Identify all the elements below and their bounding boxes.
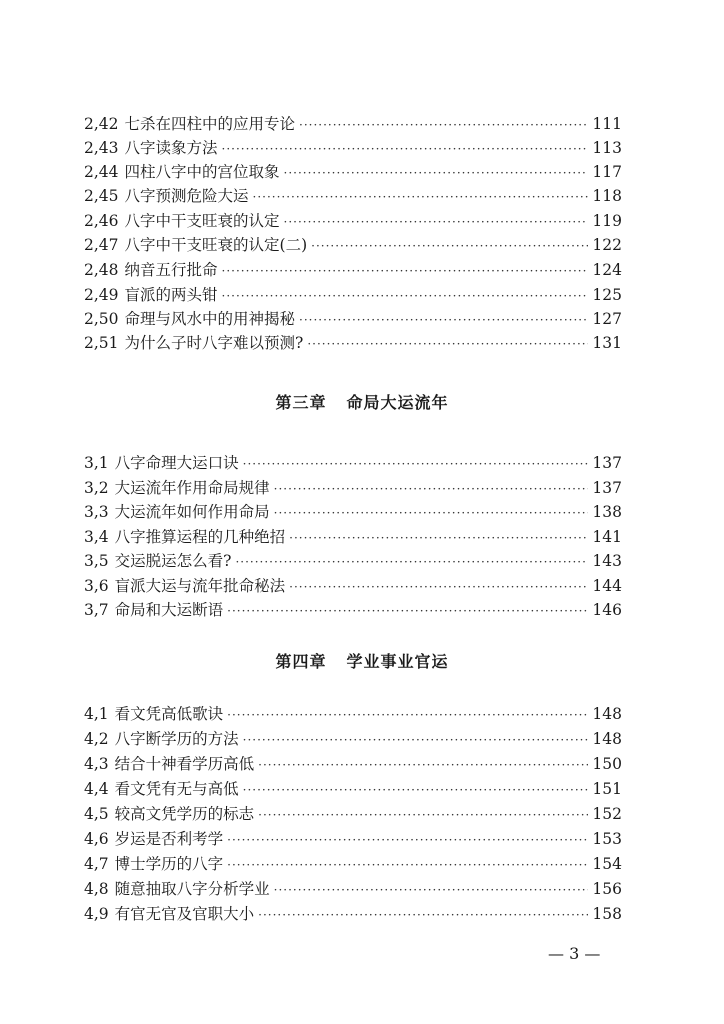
leader-dots xyxy=(227,831,588,849)
entry-title: 纳音五行批命 xyxy=(124,261,218,279)
entry-page: 125 xyxy=(592,286,622,304)
toc-entry-3-6[interactable] xyxy=(84,572,622,596)
entry-page: 152 xyxy=(592,805,622,823)
entry-page: 119 xyxy=(592,212,622,230)
entry-number: 2,47 xyxy=(84,236,119,254)
entry-title: 有官无官及官职大小 xyxy=(114,905,255,923)
entry-page: 141 xyxy=(592,528,622,546)
leader-dots xyxy=(299,116,588,134)
entry-page: 124 xyxy=(592,261,622,279)
page-number: — 3 — xyxy=(548,944,601,963)
entry-page: 127 xyxy=(592,310,622,328)
toc-entry-3-7[interactable] xyxy=(84,596,622,620)
chapter-title: 学业事业官运 xyxy=(346,652,449,671)
entry-number: 2,51 xyxy=(84,334,119,352)
entry-title: 七杀在四柱中的应用专论 xyxy=(124,115,296,133)
leader-dots xyxy=(227,856,588,874)
toc-entry-4-3[interactable] xyxy=(84,750,622,774)
entry-title: 八字预测危险大运 xyxy=(124,187,249,205)
entry-number: 3,2 xyxy=(84,479,109,497)
leader-dots xyxy=(274,881,589,899)
leader-dots xyxy=(243,731,589,749)
leader-dots xyxy=(307,335,588,353)
leader-dots xyxy=(227,602,588,620)
toc-entry-4-6[interactable] xyxy=(84,825,622,849)
leader-dots xyxy=(258,756,588,774)
toc-entry-3-1[interactable] xyxy=(84,449,622,473)
entry-page: 131 xyxy=(592,334,622,352)
toc-entry-2-42[interactable] xyxy=(84,110,622,134)
entry-title: 结合十神看学历高低 xyxy=(114,755,255,773)
toc-entry-2-49[interactable] xyxy=(84,281,622,305)
entry-title: 八字断学历的方法 xyxy=(114,730,239,748)
leader-dots xyxy=(284,164,589,182)
toc-entry-2-45[interactable] xyxy=(84,182,622,206)
entry-title: 命局和大运断语 xyxy=(114,601,224,619)
chapter-heading-3[interactable] xyxy=(0,390,724,413)
toc-entry-4-9[interactable] xyxy=(84,900,622,924)
entry-number: 2,43 xyxy=(84,139,119,157)
leader-dots xyxy=(299,311,588,329)
leader-dots xyxy=(243,781,589,799)
toc-entry-4-8[interactable] xyxy=(84,875,622,899)
chapter-heading-4[interactable] xyxy=(0,649,724,672)
entry-title: 盲派大运与流年批命秘法 xyxy=(114,577,286,595)
leader-dots xyxy=(235,553,588,571)
leader-dots xyxy=(222,262,589,280)
leader-dots xyxy=(253,188,589,206)
toc-entry-3-4[interactable] xyxy=(84,523,622,547)
toc-entry-2-43[interactable] xyxy=(84,134,622,158)
entry-page: 113 xyxy=(592,139,622,157)
entry-number: 3,1 xyxy=(84,454,109,472)
entry-number: 3,4 xyxy=(84,528,109,546)
entry-number: 2,42 xyxy=(84,115,119,133)
entry-number: 3,7 xyxy=(84,601,109,619)
entry-page: 143 xyxy=(592,552,622,570)
entry-page: 154 xyxy=(592,855,622,873)
entry-number: 2,48 xyxy=(84,261,119,279)
entry-number: 4,3 xyxy=(84,755,109,773)
entry-number: 4,8 xyxy=(84,880,109,898)
toc-entry-3-3[interactable] xyxy=(84,498,622,522)
entry-page: 146 xyxy=(592,601,622,619)
entry-page: 156 xyxy=(592,880,622,898)
toc-entry-2-50[interactable] xyxy=(84,305,622,329)
entry-number: 2,46 xyxy=(84,212,119,230)
leader-dots xyxy=(274,504,589,522)
entry-number: 4,6 xyxy=(84,830,109,848)
entry-page: 117 xyxy=(592,163,622,181)
toc-entry-3-2[interactable] xyxy=(84,474,622,498)
toc-entry-4-4[interactable] xyxy=(84,775,622,799)
entry-number: 4,7 xyxy=(84,855,109,873)
entry-number: 3,6 xyxy=(84,577,109,595)
entry-title: 岁运是否利考学 xyxy=(114,830,224,848)
leader-dots xyxy=(311,237,588,255)
entry-title: 大运流年如何作用命局 xyxy=(114,503,270,521)
toc-entry-2-48[interactable] xyxy=(84,256,622,280)
entry-page: 148 xyxy=(592,730,622,748)
entry-title: 命理与风水中的用神揭秘 xyxy=(124,310,296,328)
entry-title: 大运流年作用命局规律 xyxy=(114,479,270,497)
toc-entry-4-2[interactable] xyxy=(84,725,622,749)
chapter-label: 第四章 xyxy=(275,652,327,671)
entry-number: 4,9 xyxy=(84,905,109,923)
leader-dots xyxy=(289,578,588,596)
entry-title: 八字中干支旺衰的认定 xyxy=(124,212,280,230)
entry-page: 138 xyxy=(592,503,622,521)
entry-number: 2,50 xyxy=(84,310,119,328)
entry-title: 盲派的两头钳 xyxy=(124,286,218,304)
entry-number: 2,44 xyxy=(84,163,119,181)
leader-dots xyxy=(222,287,589,305)
toc-entry-2-47[interactable] xyxy=(84,231,622,255)
entry-page: 148 xyxy=(592,705,622,723)
entry-title: 为什么子时八字难以预测? xyxy=(124,334,304,352)
entry-number: 4,5 xyxy=(84,805,109,823)
entry-page: 153 xyxy=(592,830,622,848)
entry-page: 122 xyxy=(592,236,622,254)
entry-title: 交运脱运怎么看? xyxy=(114,552,232,570)
toc-entry-3-5[interactable] xyxy=(84,547,622,571)
entry-number: 2,45 xyxy=(84,187,119,205)
leader-dots xyxy=(243,455,589,473)
entry-title: 八字命理大运口诀 xyxy=(114,454,239,472)
entry-page: 158 xyxy=(592,905,622,923)
entry-page: 137 xyxy=(592,479,622,497)
entry-title: 四柱八字中的宫位取象 xyxy=(124,163,280,181)
chapter-title: 命局大运流年 xyxy=(346,393,449,412)
leader-dots xyxy=(258,906,588,924)
entry-title: 看文凭高低歌诀 xyxy=(114,705,224,723)
entry-number: 4,4 xyxy=(84,780,109,798)
entry-number: 3,3 xyxy=(84,503,109,521)
leader-dots xyxy=(222,140,589,158)
entry-page: 111 xyxy=(592,115,622,133)
toc-entry-4-1[interactable] xyxy=(84,700,622,724)
entry-title: 八字中干支旺衰的认定(二) xyxy=(124,236,308,254)
entry-title: 看文凭有无与高低 xyxy=(114,780,239,798)
leader-dots xyxy=(274,480,589,498)
entry-page: 150 xyxy=(592,755,622,773)
entry-number: 4,1 xyxy=(84,705,109,723)
leader-dots xyxy=(227,706,588,724)
toc-entry-2-51[interactable] xyxy=(84,329,622,353)
entry-title: 随意抽取八字分析学业 xyxy=(114,880,270,898)
leader-dots xyxy=(289,529,588,547)
chapter-label: 第三章 xyxy=(275,393,327,412)
entry-title: 较高文凭学历的标志 xyxy=(114,805,255,823)
entry-page: 144 xyxy=(592,577,622,595)
toc-entry-2-46[interactable] xyxy=(84,207,622,231)
toc-entry-2-44[interactable] xyxy=(84,158,622,182)
entry-number: 4,2 xyxy=(84,730,109,748)
entry-title: 八字推算运程的几种绝招 xyxy=(114,528,286,546)
entry-title: 博士学历的八字 xyxy=(114,855,224,873)
toc-entry-4-7[interactable] xyxy=(84,850,622,874)
leader-dots xyxy=(284,213,589,231)
leader-dots xyxy=(258,806,588,824)
entry-page: 151 xyxy=(592,780,622,798)
entry-number: 2,49 xyxy=(84,286,119,304)
entry-number: 3,5 xyxy=(84,552,109,570)
entry-page: 137 xyxy=(592,454,622,472)
entry-page: 118 xyxy=(592,187,622,205)
toc-entry-4-5[interactable] xyxy=(84,800,622,824)
entry-title: 八字读象方法 xyxy=(124,139,218,157)
